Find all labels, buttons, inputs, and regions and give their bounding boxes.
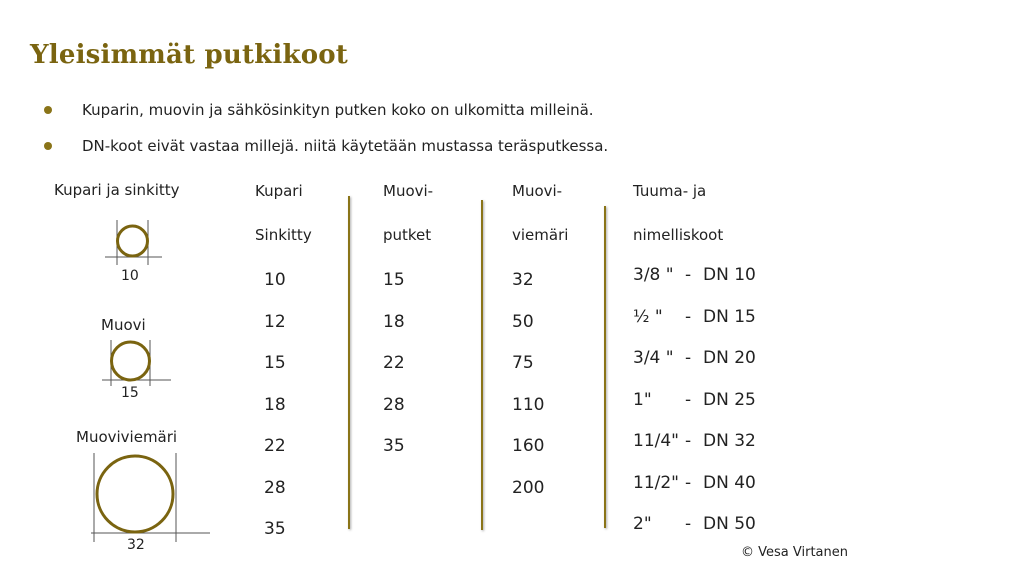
value-cell: 28	[383, 394, 405, 415]
value-cell: 35	[264, 519, 286, 539]
inch-size: 11/2"	[633, 472, 679, 493]
diagram-label-copper: Kupari ja sinkitty	[54, 181, 180, 199]
inch-size: 2"	[633, 514, 652, 534]
bullet-item	[44, 128, 608, 164]
separator: -	[685, 348, 692, 368]
column-header: Muovi-	[383, 182, 434, 200]
dn-row	[633, 431, 756, 473]
bullet-dot-icon	[44, 142, 52, 150]
bullet-item	[44, 92, 608, 128]
value-cell: 12	[264, 311, 286, 332]
dn-size: DN 25	[703, 389, 756, 410]
diagram-value-sewer: 32	[127, 537, 145, 553]
pipe-cross-section-32-icon	[88, 450, 218, 545]
inch-size: 11/4"	[633, 431, 679, 451]
separator: -	[685, 472, 692, 493]
column-dn-rows	[633, 265, 756, 556]
inch-size: ½ "	[633, 306, 663, 327]
inch-size: 3/8 "	[633, 265, 674, 285]
value-cell: 22	[264, 436, 286, 456]
column-header: viemäri	[512, 226, 569, 244]
dn-row	[633, 307, 756, 349]
column-header: Tuuma- ja	[633, 182, 707, 200]
diagram-label-plastic: Muovi	[101, 316, 146, 334]
column-plastic	[383, 181, 433, 269]
inch-size: 3/4 "	[633, 348, 674, 368]
column-plastic-values	[383, 270, 405, 478]
separator: -	[685, 514, 692, 534]
bullet-text: DN-koot eivät vastaa millejä. niitä käytetään mustassa teräsputkessa.	[82, 137, 609, 155]
column-header: Kupari	[255, 182, 303, 200]
value-cell: 35	[383, 436, 405, 456]
diagram-value-plastic: 15	[121, 385, 139, 401]
pipe-cross-section-15-icon	[99, 336, 174, 391]
column-dn	[633, 181, 723, 269]
column-header: putket	[383, 226, 432, 244]
column-copper-values	[264, 270, 286, 561]
separator: -	[685, 389, 692, 410]
bullet-dot-icon	[44, 106, 52, 114]
value-cell: 28	[264, 477, 286, 498]
dn-size: DN 40	[703, 472, 756, 493]
value-cell: 22	[383, 353, 405, 373]
column-sewer	[512, 181, 568, 269]
diagram-value-copper: 10	[121, 268, 139, 284]
dn-row	[633, 265, 756, 307]
bullet-list	[44, 92, 608, 164]
separator: -	[685, 306, 692, 327]
value-cell: 15	[383, 270, 405, 290]
value-cell: 10	[264, 270, 286, 290]
dn-size: DN 10	[703, 265, 756, 285]
page-title: Yleisimmät putkikoot	[30, 40, 348, 70]
value-cell: 200	[512, 477, 545, 498]
column-divider	[481, 200, 483, 530]
column-header: Sinkitty	[255, 226, 312, 244]
separator: -	[685, 431, 692, 451]
value-cell: 18	[383, 311, 405, 332]
value-cell: 160	[512, 436, 545, 456]
dn-row	[633, 348, 756, 390]
value-cell: 18	[264, 394, 286, 415]
dn-size: DN 32	[703, 431, 756, 451]
dn-size: DN 15	[703, 306, 756, 327]
value-cell: 15	[264, 353, 286, 373]
value-cell: 50	[512, 311, 534, 332]
dn-row	[633, 473, 756, 515]
separator: -	[685, 265, 692, 285]
diagram-label-sewer: Muoviviemäri	[76, 428, 178, 446]
column-header: nimelliskoot	[633, 226, 724, 244]
bullet-text: Kuparin, muovin ja sähkösinkityn putken koko on ulkomitta milleinä.	[82, 101, 594, 119]
value-cell: 75	[512, 353, 534, 373]
value-cell: 110	[512, 394, 545, 415]
inch-size: 1"	[633, 389, 652, 410]
column-sewer-values	[512, 270, 544, 519]
column-divider	[604, 206, 606, 528]
dn-row	[633, 514, 756, 556]
value-cell: 32	[512, 270, 534, 290]
copyright: © Vesa Virtanen	[741, 545, 848, 560]
dn-row	[633, 390, 756, 432]
column-divider	[348, 196, 350, 529]
column-copper	[255, 181, 312, 269]
dn-size: DN 50	[703, 514, 756, 534]
dn-size: DN 20	[703, 348, 756, 368]
pipe-cross-section-10-icon	[100, 215, 170, 270]
column-header: Muovi-	[512, 182, 563, 200]
